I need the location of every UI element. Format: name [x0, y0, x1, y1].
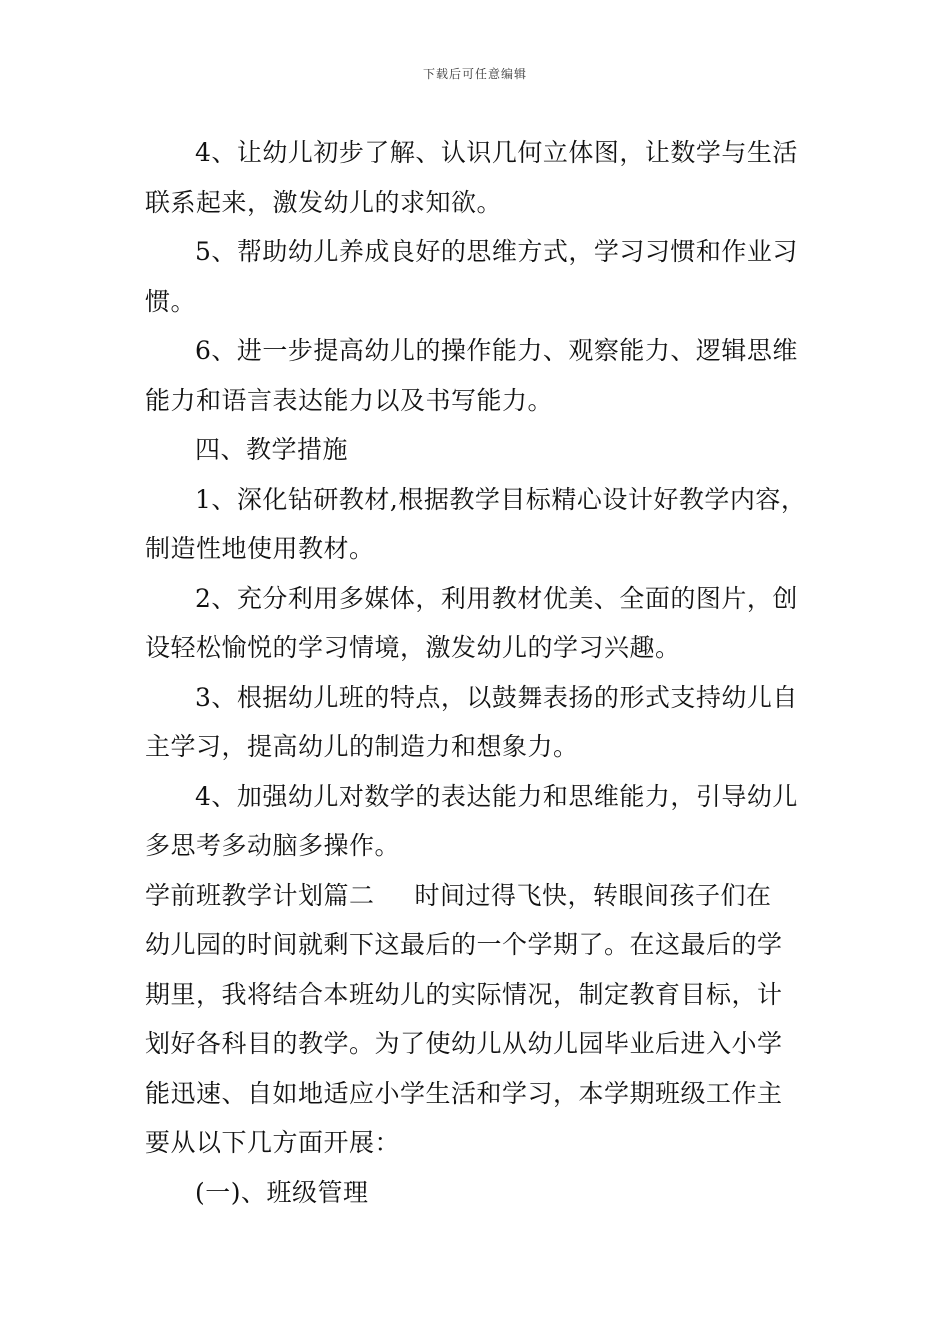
- document-body: [145, 128, 825, 1217]
- article-title-line: [145, 871, 825, 921]
- paragraph-line: 1、深化钻研教材,根据教学目标精心设计好教学内容，: [195, 484, 807, 514]
- paragraph-line: 划好各科目的教学。为了使幼儿从幼儿园毕业后进入小学: [145, 1029, 783, 1058]
- paragraph-line: 惯。: [145, 286, 197, 316]
- paragraph-line: 2、充分利用多媒体，利用教材优美、全面的图片，创: [195, 583, 798, 613]
- paragraph-line: 能迅速、自如地适应小学生活和学习，本学期班级工作主: [145, 1078, 783, 1108]
- paragraph-line: 4、加强幼儿对数学的表达能力和思维能力，引导幼儿: [195, 781, 798, 811]
- paragraph-line: 5、帮助幼儿养成良好的思维方式，学习习惯和作业习: [195, 237, 798, 266]
- paragraph-line: 4、让幼儿初步了解、认识几何立体图，让数学与生活: [195, 138, 798, 167]
- paragraph-line: 期里，我将结合本班幼儿的实际情况，制定教育目标，计: [145, 979, 783, 1009]
- paragraph-line: 6、进一步提高幼儿的操作能力、观察能力、逻辑思维: [195, 336, 798, 365]
- paragraph-line: 3、根据幼儿班的特点，以鼓舞表扬的形式支持幼儿自: [195, 682, 798, 712]
- paragraph-line: 能力和语言表达能力以及书写能力。: [145, 385, 554, 415]
- paragraph-line: 幼儿园的时间就剩下这最后的一个学期了。在这最后的学: [145, 930, 783, 959]
- paragraph-line: 要从以下几方面开展：: [145, 1128, 401, 1157]
- paragraph-line: 联系起来，激发幼儿的求知欲。: [145, 187, 503, 217]
- paragraph-line: 主学习，提高幼儿的制造力和想象力。: [145, 732, 579, 761]
- section-heading: 四、教学措施: [195, 435, 349, 464]
- page-header-note: 下载后可任意编辑: [422, 67, 527, 81]
- article-title: 学前班教学计划篇二: [145, 880, 375, 910]
- paragraph-line: 多思考多动脑多操作。: [145, 831, 401, 860]
- paragraph-line: 设轻松愉悦的学习情境，激发幼儿的学习兴趣。: [145, 633, 681, 662]
- paragraph-line: 制造性地使用教材。: [145, 534, 375, 563]
- paragraph-start: 时间过得飞快，转眼间孩子们在: [414, 880, 772, 910]
- section-heading: (一)、班级管理: [195, 1177, 369, 1207]
